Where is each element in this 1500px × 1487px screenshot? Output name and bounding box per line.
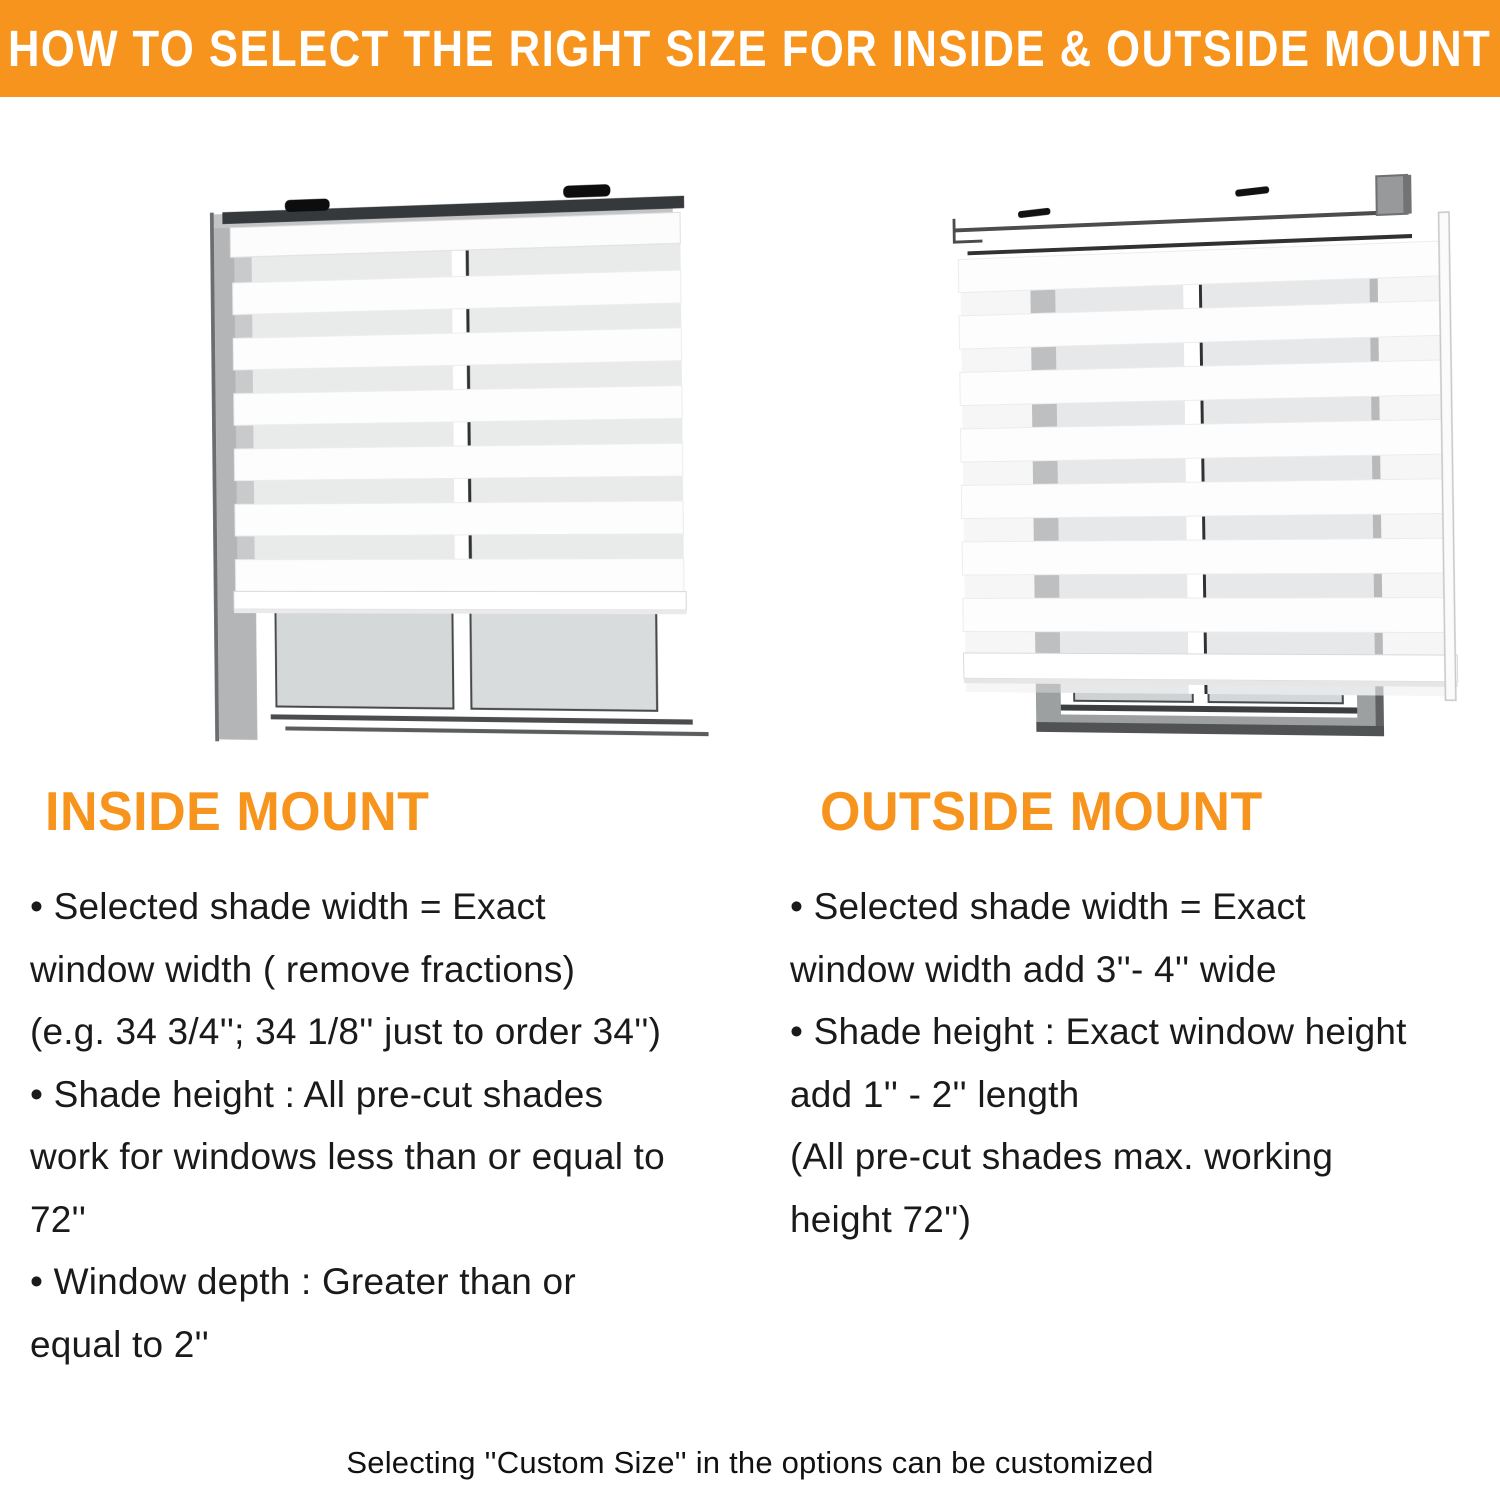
text-line: (e.g. 34 3/4''; 34 1/8'' just to order 34'') [30,1011,662,1052]
outside-mount-window-illustration [920,154,1495,804]
text-line: • Shade height : Exact window height [790,1011,1407,1052]
inside-mount-window-tilt [167,153,738,790]
text-line: height 72'') [790,1198,972,1240]
inside-mount-text [30,876,745,1376]
text-line: • Selected shade width = Exact [30,886,546,927]
text-line: 72'' [30,1198,87,1240]
outside-mount-section [790,780,1500,1251]
text-line: • Window depth : Greater than or [30,1261,576,1302]
text-line: window width add 3''- 4'' wide [790,948,1277,990]
zebra-shade [958,212,1458,700]
text-line: window width ( remove fractions) [30,948,576,990]
mounting-rail [954,175,1412,256]
banner [0,0,1500,97]
custom-size-note-text: Selecting ''Custom Size'' in the options can be customized [346,1445,1154,1480]
banner-title: HOW TO SELECT THE RIGHT SIZE FOR INSIDE & OUTSIDE MOUNT [8,18,1492,77]
text-line: add 1'' - 2'' length [790,1073,1080,1115]
inside-mount-heading: INSIDE MOUNT [45,781,430,843]
inside-mount-section [30,780,745,1376]
inside-mount-window-drawing [167,153,738,790]
outside-mount-window-drawing [928,140,1500,810]
text-line: (All pre-cut shades max. working [790,1136,1334,1177]
outside-mount-window-tilt [928,140,1500,810]
outside-mount-text [790,876,1500,1251]
text-line: equal to 2'' [30,1323,210,1365]
outside-mount-heading: OUTSIDE MOUNT [820,781,1263,843]
text-line: • Shade height : All pre-cut shades [30,1073,604,1115]
zebra-shade [230,212,686,614]
text-line: • Selected shade width = Exact [790,886,1306,927]
text-line: work for windows less than or equal to [30,1136,665,1177]
custom-size-note [0,1445,1500,1481]
inside-mount-window-illustration [160,164,730,784]
